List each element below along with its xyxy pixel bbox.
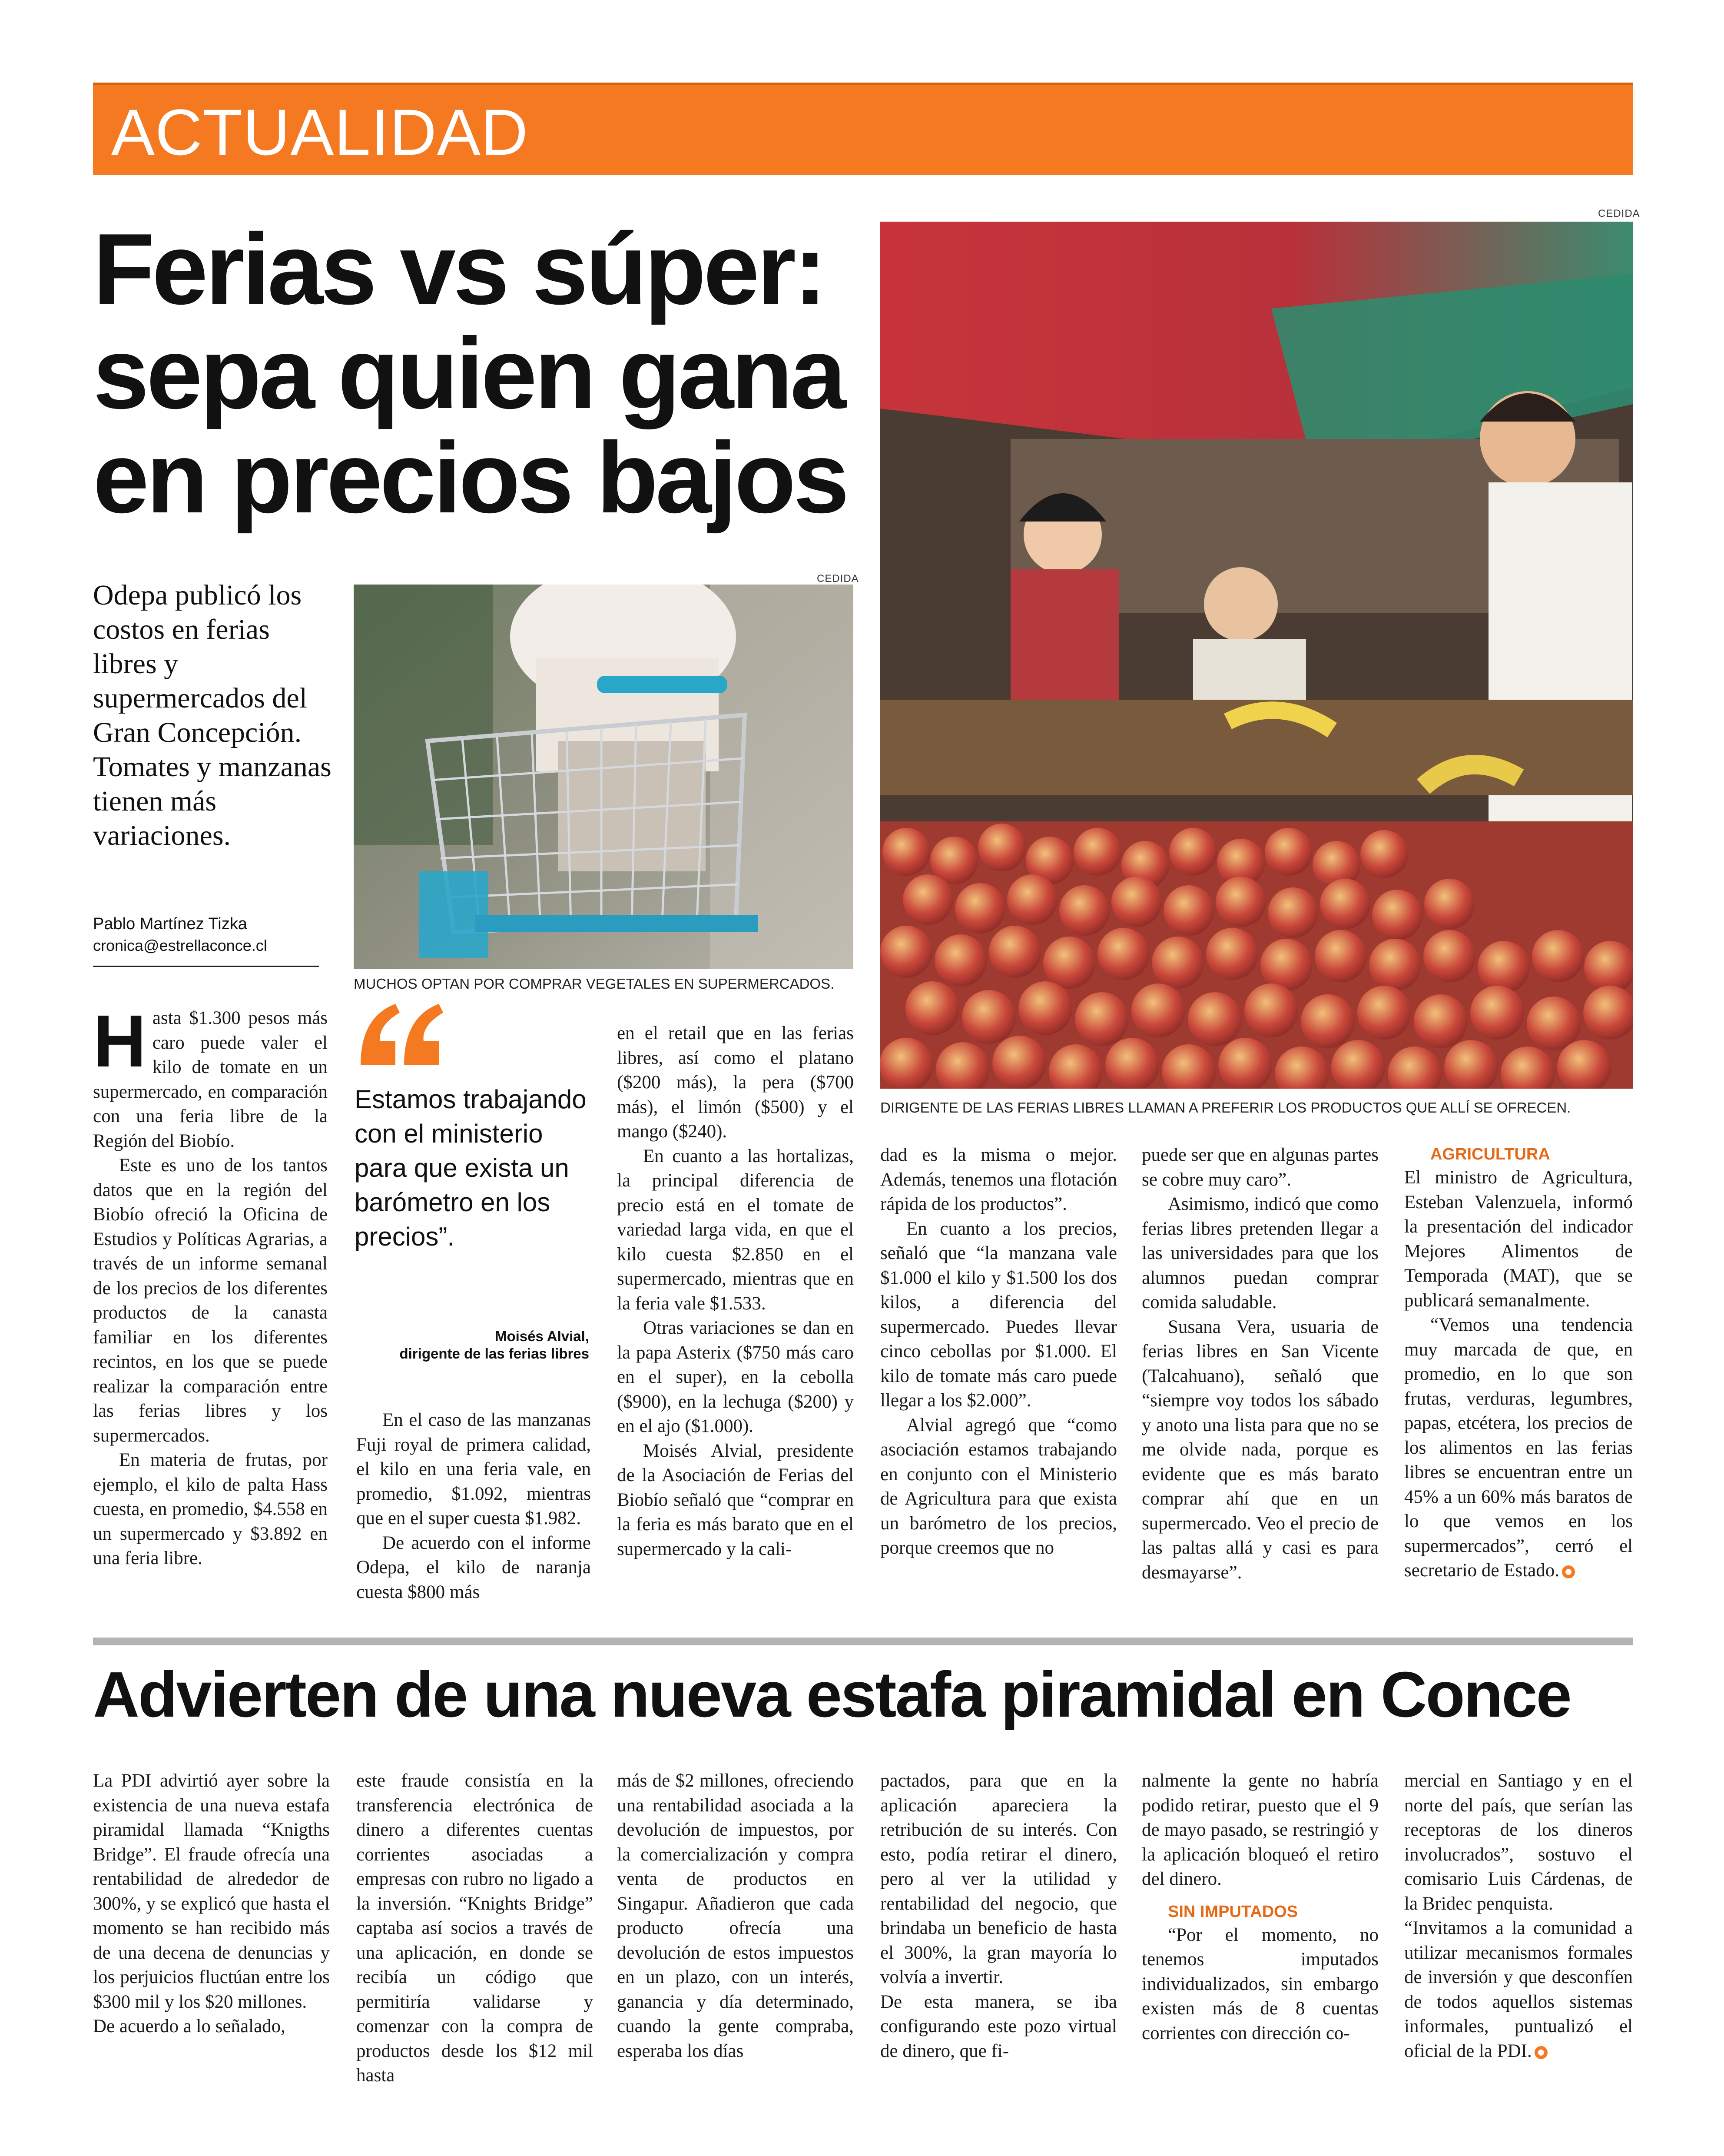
paragraph: Alvial agregó que “como asociación estamos trabajando en conjunto con el Ministerio de Agricultura para que exista un barómetro de los precios, porque creemos que no (880, 1415, 1117, 1558)
article1-column-1 (93, 1000, 328, 1571)
quote-icon (356, 1000, 443, 1073)
article1-column-2 (356, 1408, 591, 1605)
pull-quote-author: Moisés Alvial, (494, 1328, 589, 1344)
paragraph: más de $2 millones, ofreciendo una rentabilidad asociada a la devolución de impuestos, por la comercialización y compra venta de productos en Singapur. Añadieron que cada producto ofrecía una devolución de estos impuestos en un plazo, con un interés, ganancia y día determinado, cuando la gente compraba, esperaba los días (617, 1771, 854, 2061)
paragraph: este fraude consistía en la transferencia electrónica de dinero a diferentes cuentas corrientes asociadas a empresas con rubro no ligado a la inversión. “Knights Bridge” captaba así socios a través de una aplicación, en donde se recibía un código que permitiría validarse y comenzar con la compra de productos desde los $12 mil hasta (356, 1771, 593, 2086)
photo-caption-small: MUCHOS OPTAN POR COMPRAR VEGETALES EN SUPERMERCADOS. (354, 976, 835, 992)
paragraph: En cuanto a las hortalizas, la principal diferencia de precio está en el tomate de variedad larga vida, en que el kilo cuesta $2.850 en el supermercado, mientras que en la feria vale $1.533. (617, 1146, 854, 1314)
byline-rule (93, 966, 319, 967)
pull-quote-text: Estamos trabajando con el ministerio para que exista un barómetro en los precios”. (355, 1085, 587, 1251)
paragraph: En materia de frutas, por ejemplo, el kilo de palta Hass cuesta, en promedio, $4.558 en un supermercado y $3.892 en una feria libre. (93, 1450, 328, 1568)
article2-column-1 (93, 1769, 330, 2039)
article1-column-4 (880, 1143, 1117, 1561)
paragraph: De esta manera, se iba configurando este pozo virtual de dinero, que fi- (880, 1991, 1117, 2061)
article2-column-2 (356, 1769, 593, 2088)
paragraph: Susana Vera, usuaria de ferias libres en San Vicente (Talcahuano), señaló que “siempre voy todos los sábado y anoto una lista para que no se me olvide nada, porque es evidente que es más barato comprar ahí que en un supermercado. Veo el precio de las paltas allá y casi es para desmayarse”. (1142, 1316, 1379, 1583)
article2-column-5 (1142, 1769, 1379, 2046)
paragraph: En el caso de las manzanas Fuji royal de primera calidad, el kilo en una feria vale, en promedio, $1.092, mientras que en el super cuesta $1.982. (356, 1410, 591, 1528)
paragraph: nalmente la gente no habría podido retirar, puesto que el 9 de mayo pasado, se restringió y la aplicación bloqueó el retiro del dinero. (1142, 1771, 1379, 1889)
paragraph: En cuanto a los precios, señaló que “la manzana vale $1.000 el kilo y $1.500 los dos kilos, a diferencia del supermercado. Puedes llevar cinco cebollas por $1.000. El kilo de tomate más caro puede llegar a los $2.000”. (880, 1218, 1117, 1411)
article1-column-3 (617, 1021, 854, 1561)
article1-column-6 (1404, 1143, 1633, 1583)
article2-column-3 (617, 1769, 854, 2063)
subhead-agricultura: AGRICULTURA (1430, 1145, 1550, 1163)
pull-quote-role: dirigente de las ferias libres (399, 1345, 589, 1362)
paragraph: asta $1.300 pesos más caro puede valer el kilo de tomate en un supermercado, en comparación con una feria libre de la Región del Biobío. (93, 1008, 328, 1151)
photo-credit-small: CEDIDA (817, 573, 859, 585)
paragraph: “Por el momento, no tenemos imputados individualizados, sin embargo existen más de 8 cuentas corrientes con dirección co- (1142, 1924, 1379, 2043)
shopping-cart-photo (354, 585, 853, 969)
pull-quote-attribution (355, 1328, 589, 1362)
photo-caption-large: DIRIGENTE DE LAS FERIAS LIBRES LLAMAN A PREFERIR LOS PRODUCTOS QUE ALLÍ SE OFRECEN. (880, 1100, 1571, 1116)
paragraph: El ministro de Agricultura, Esteban Valenzuela, informó la presentación del indicador Mejores Alimentos de Temporada (MAT), que se publicará semanalmente. (1404, 1167, 1633, 1311)
article2-column-4 (880, 1769, 1117, 2063)
article-lead: Odepa publicó los costos en ferias libres y supermercados del Gran Concepción. Tomates y manzanas tienen más variaciones. (93, 579, 332, 851)
article2-headline: Advierten de una nueva estafa piramidal en Conce (93, 1659, 1571, 1731)
end-mark-icon (1535, 2046, 1548, 2059)
paragraph: La PDI advirtió ayer sobre la existencia de una nueva estafa piramidal llamada “Knigths Bridge”. El fraude ofrecía una rentabilidad de alrededor de 300%, y se explicó que hasta el momento se han recibido más de una decena de denuncias y los perjuicios fluctúan entre los $300 mil y los $20 millones. (93, 1771, 330, 2012)
paragraph: mercial en Santiago y en el norte del país, que serían las receptoras de los dineros involucrados”, sostuvo el comisario Luis Cárdenas, de la Bridec penquista. (1404, 1771, 1633, 1914)
article-headline: Ferias vs súper: sepa quien gana en precios bajos (93, 213, 847, 534)
paragraph: De acuerdo a lo señalado, (93, 2016, 285, 2036)
paragraph: en el retail que en las ferias libres, así como el platano ($200 más), la pera ($700 más), el limón ($500) y el mango ($240). (617, 1023, 854, 1142)
photo-credit-large: CEDIDA (1598, 208, 1640, 219)
paragraph: pactados, para que en la aplicación apareciera la retribución de su interés. Con esto, podía retirar el dinero, pero al ver la utilidad y rentabilidad del negocio, que brindaba un beneficio de hasta el 300%, la gran mayoría lo volvía a invertir. (880, 1771, 1117, 1987)
market-photo (880, 222, 1633, 1089)
paragraph: “Invitamos a la comunidad a utilizar mecanismos formales de inversión y que desconfíen de todos aquellos sistemas informales, puntualizó el oficial de la PDI. (1404, 1918, 1633, 2061)
end-mark-icon (1562, 1565, 1575, 1578)
article2-column-6 (1404, 1769, 1633, 2063)
paragraph: dad es la misma o mejor. Además, tenemos una flotación rápida de los productos”. (880, 1145, 1117, 1214)
paragraph: Otras variaciones se dan en la papa Asterix ($750 más caro en el super), en la cebolla ($900), en la lechuga ($200) y en el ajo ($1.000). (617, 1318, 854, 1436)
paragraph: Moisés Alvial, presidente de la Asociación de Ferias del Biobío señaló que “comprar en la feria es más barato que en el supermercado y la cali- (617, 1440, 854, 1559)
drop-cap: H (93, 1000, 146, 1083)
subhead-sin-imputados: SIN IMPUTADOS (1168, 1902, 1298, 1921)
paragraph: De acuerdo con el informe Odepa, el kilo de naranja cuesta $800 más (356, 1532, 591, 1602)
byline-name: Pablo Martínez Tizka (93, 915, 247, 933)
section-label: ACTUALIDAD (111, 96, 529, 169)
article1-column-5 (1142, 1143, 1379, 1585)
paragraph: Asimismo, indicó que como ferias libres pretenden llegar a las universidades para que los alumnos puedan comprar comida saludable. (1142, 1194, 1379, 1312)
section-header-bar (93, 83, 1633, 175)
paragraph: puede ser que en algunas partes se cobre muy caro”. (1142, 1145, 1379, 1190)
paragraph: Este es uno de los tantos datos que en la región del Biobío ofreció la Oficina de Estudios y Políticas Agrarias, a través de un informe semanal de los precios de los diferentes productos de la canasta familiar en los diferentes recintos, en los que se puede realizar la comparación entre las ferias libres y los supermercados. (93, 1155, 328, 1446)
paragraph: “Vemos una tendencia muy marcada de que, en promedio, en lo que son frutas, verduras, legumbres, papas, etcétera, los precios de los alimentos en las ferias libres se encuentran entre un 45% a un 60% más baratos de lo que vemos en los supermercados”, cerró el secretario de Estado. (1404, 1315, 1633, 1581)
article-divider (93, 1638, 1633, 1645)
byline-email: cronica@estrellaconce.cl (93, 937, 267, 954)
